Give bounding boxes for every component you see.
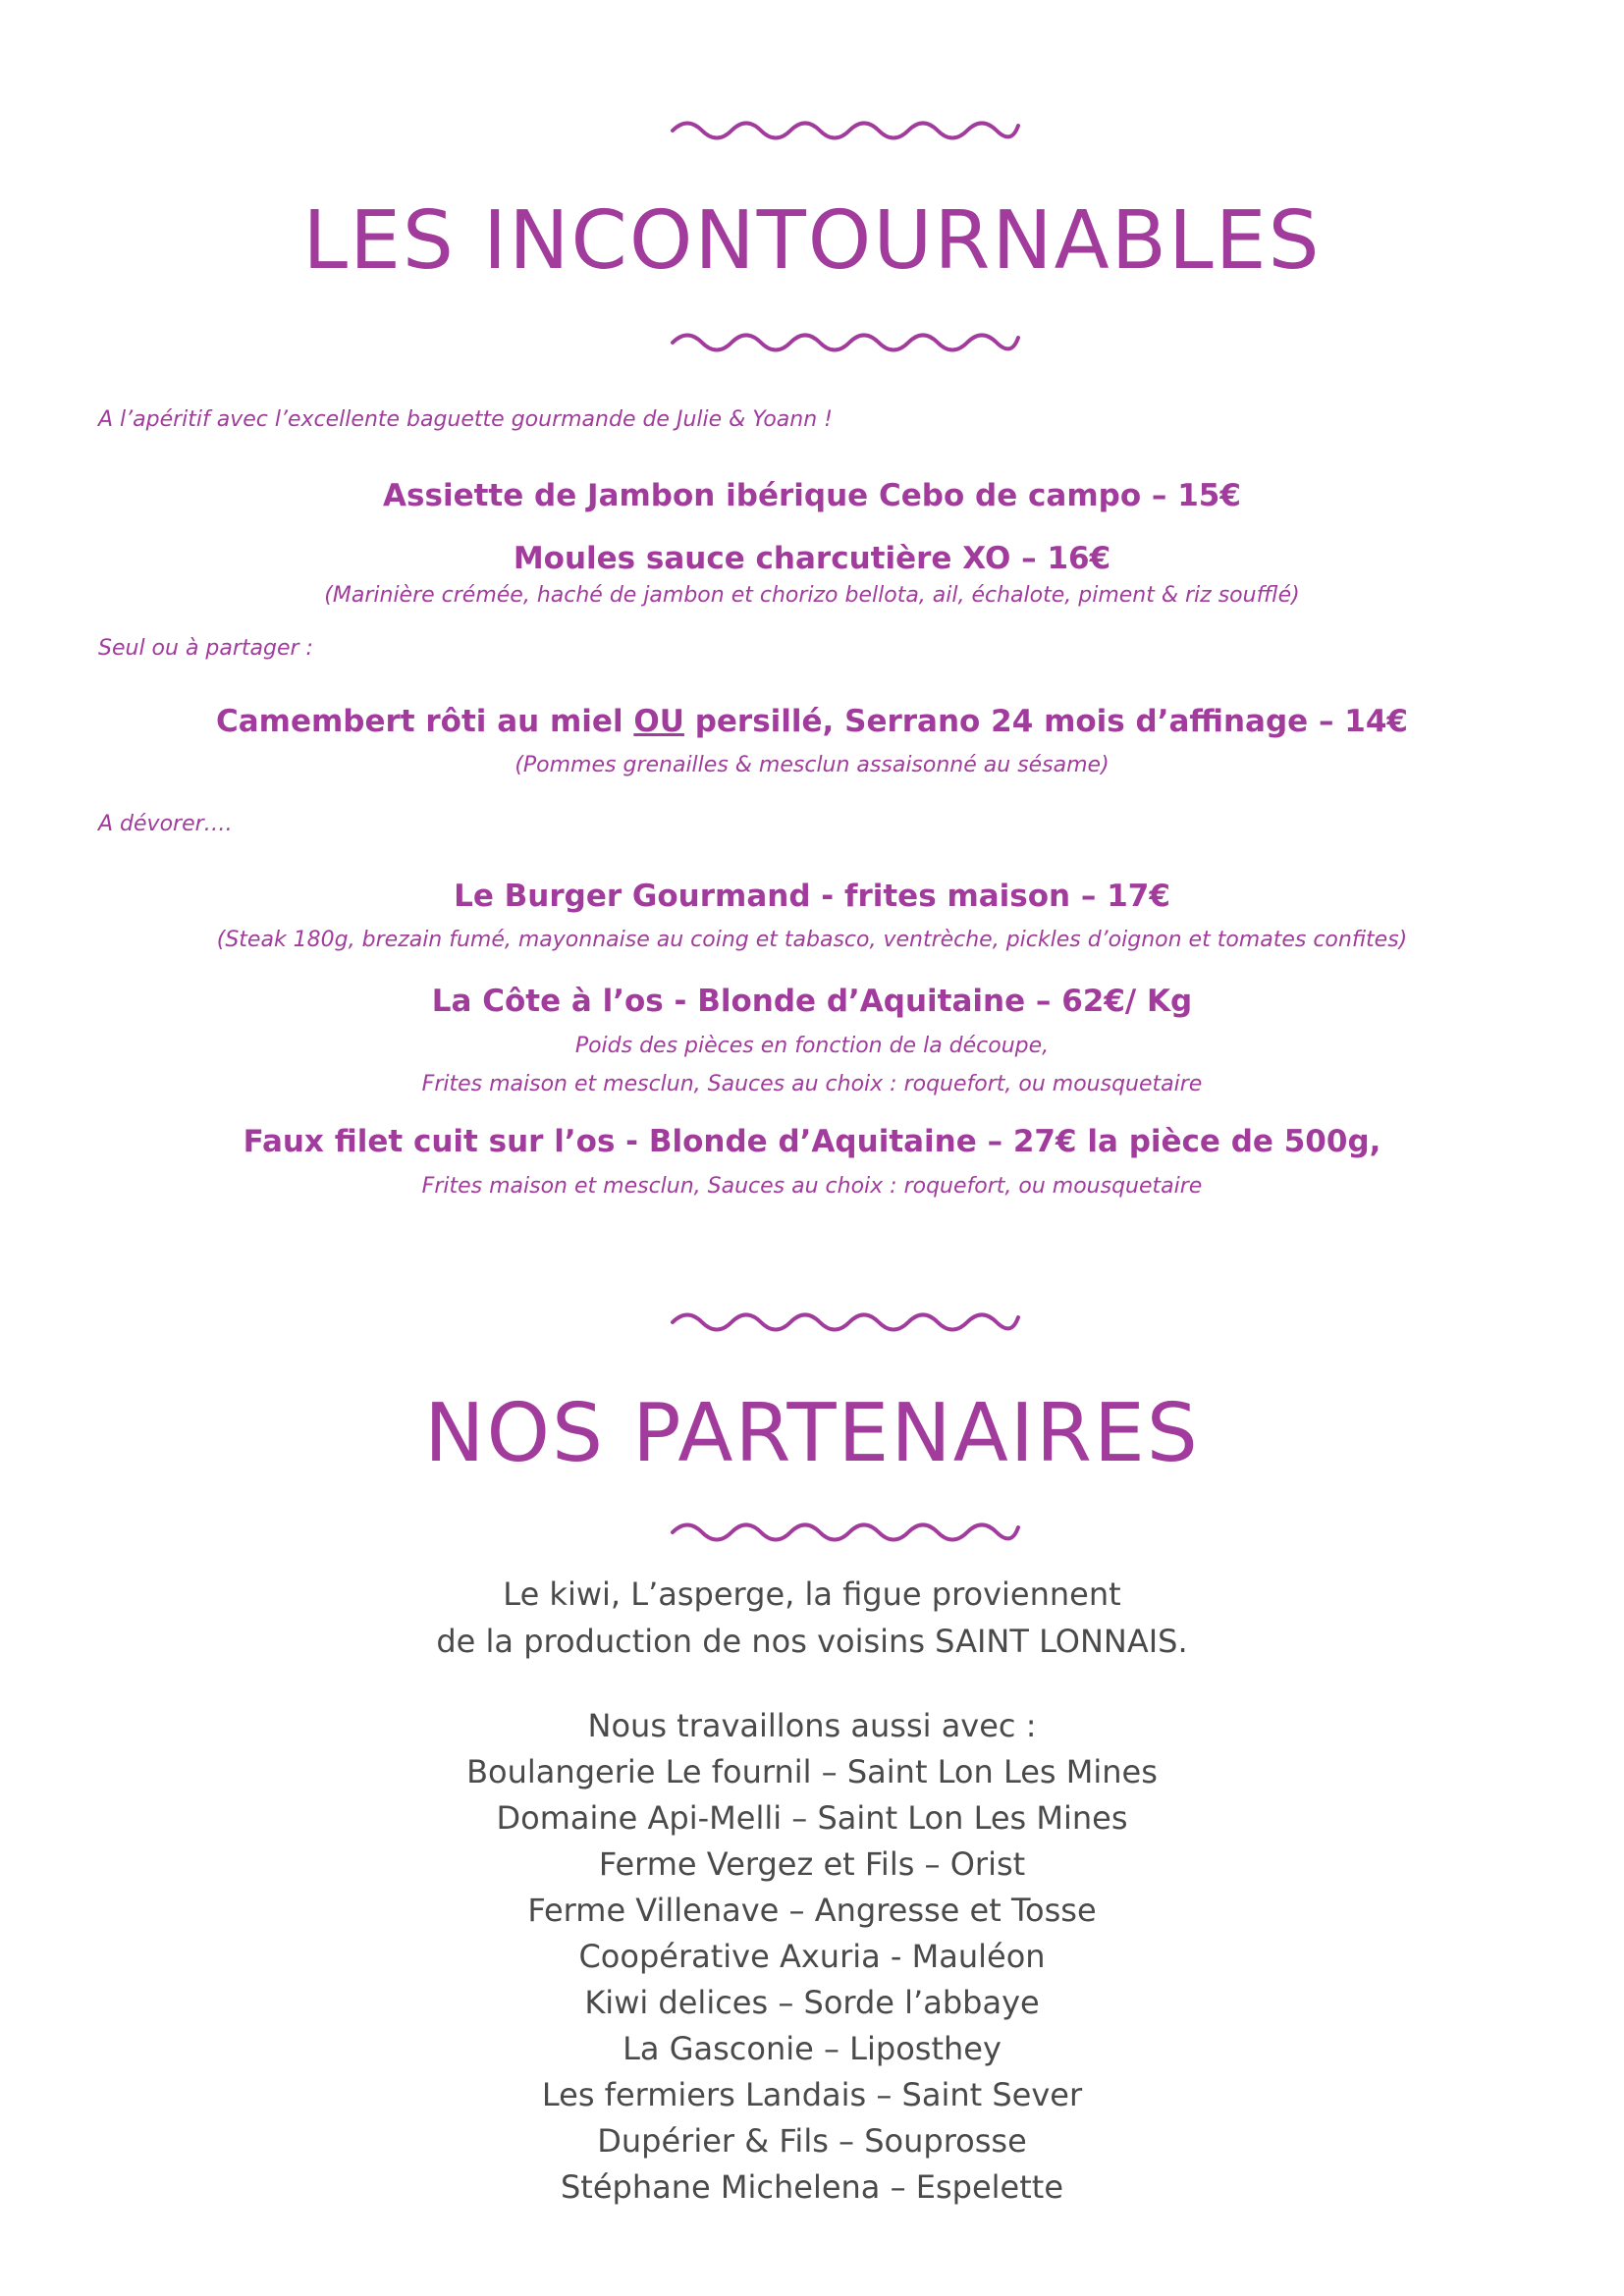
decorative-wave-bottom-2 bbox=[669, 1518, 1022, 1547]
partner-item: Domaine Api-Melli – Saint Lon Les Mines bbox=[496, 1799, 1128, 1837]
dish-camembert-description: (Pommes grenailles & mesclun assaisonné au sésame) bbox=[514, 753, 1110, 777]
dish-moules: Moules sauce charcutière XO – 16€ bbox=[513, 541, 1111, 576]
dish-burger: Le Burger Gourmand - frites maison – 17€ bbox=[454, 879, 1170, 914]
decorative-wave-top-2 bbox=[669, 1308, 1022, 1337]
dish-camembert-part1: Camembert rôti au miel bbox=[215, 704, 634, 739]
dish-camembert-part2: persillé, Serrano 24 mois d’affinage – 14€ bbox=[683, 704, 1408, 739]
dish-cote-description-2: Frites maison et mesclun, Sauces au choix : roquefort, ou mousquetaire bbox=[421, 1072, 1203, 1096]
partners-intro-line-1: Le kiwi, L’asperge, la figue proviennent bbox=[503, 1575, 1121, 1613]
section-title-incontournables: LES INCONTOURNABLES bbox=[302, 194, 1322, 288]
partner-item: Coopérative Axuria - Mauléon bbox=[578, 1938, 1046, 1975]
dish-camembert bbox=[0, 705, 1624, 740]
dish-moules-description: (Marinière crémée, haché de jambon et chorizo bellota, ail, échalote, piment & riz soufflé) bbox=[324, 583, 1300, 608]
partners-also-with: Nous travaillons aussi avec : bbox=[587, 1707, 1037, 1744]
decorative-wave-top-1 bbox=[669, 116, 1022, 145]
partners-intro-line-2: de la production de nos voisins SAINT LONNAIS. bbox=[436, 1623, 1188, 1660]
partner-item: Boulangerie Le fournil – Saint Lon Les Mines bbox=[466, 1753, 1158, 1790]
partner-item: Ferme Villenave – Angresse et Tosse bbox=[527, 1892, 1097, 1929]
decorative-wave-bottom-1 bbox=[669, 328, 1022, 357]
section-title-partenaires: NOS PARTENAIRES bbox=[424, 1387, 1200, 1480]
partner-item: Les fermiers Landais – Saint Sever bbox=[541, 2076, 1083, 2113]
intro-partager: Seul ou à partager : bbox=[98, 636, 313, 661]
dish-burger-description: (Steak 180g, brezain fumé, mayonnaise au coing et tabasco, ventrèche, pickles d’oignon et tomates confites) bbox=[216, 928, 1408, 952]
dish-faux-filet: Faux filet cuit sur l’os - Blonde d’Aquitaine – 27€ la pièce de 500g, bbox=[243, 1124, 1381, 1159]
partner-item: Stéphane Michelena – Espelette bbox=[560, 2168, 1063, 2206]
partner-item: La Gasconie – Liposthey bbox=[623, 2030, 1001, 2067]
partner-item: Kiwi delices – Sorde l’abbaye bbox=[584, 1984, 1040, 2021]
partner-item: Dupérier & Fils – Souprosse bbox=[597, 2122, 1027, 2160]
dish-camembert-ou: OU bbox=[633, 704, 684, 739]
dish-faux-filet-description: Frites maison et mesclun, Sauces au choix : roquefort, ou mousquetaire bbox=[421, 1174, 1203, 1199]
partner-item: Ferme Vergez et Fils – Orist bbox=[598, 1845, 1026, 1883]
intro-devorer: A dévorer…. bbox=[98, 812, 233, 836]
dish-jambon: Assiette de Jambon ibérique Cebo de campo – 15€ bbox=[383, 478, 1241, 513]
dish-cote: La Côte à l’os - Blonde d’Aquitaine – 62€/ Kg bbox=[431, 984, 1193, 1019]
dish-cote-description-1: Poids des pièces en fonction de la découpe, bbox=[574, 1034, 1050, 1058]
intro-aperitif: A l’apéritif avec l’excellente baguette gourmande de Julie & Yoann ! bbox=[98, 407, 833, 432]
